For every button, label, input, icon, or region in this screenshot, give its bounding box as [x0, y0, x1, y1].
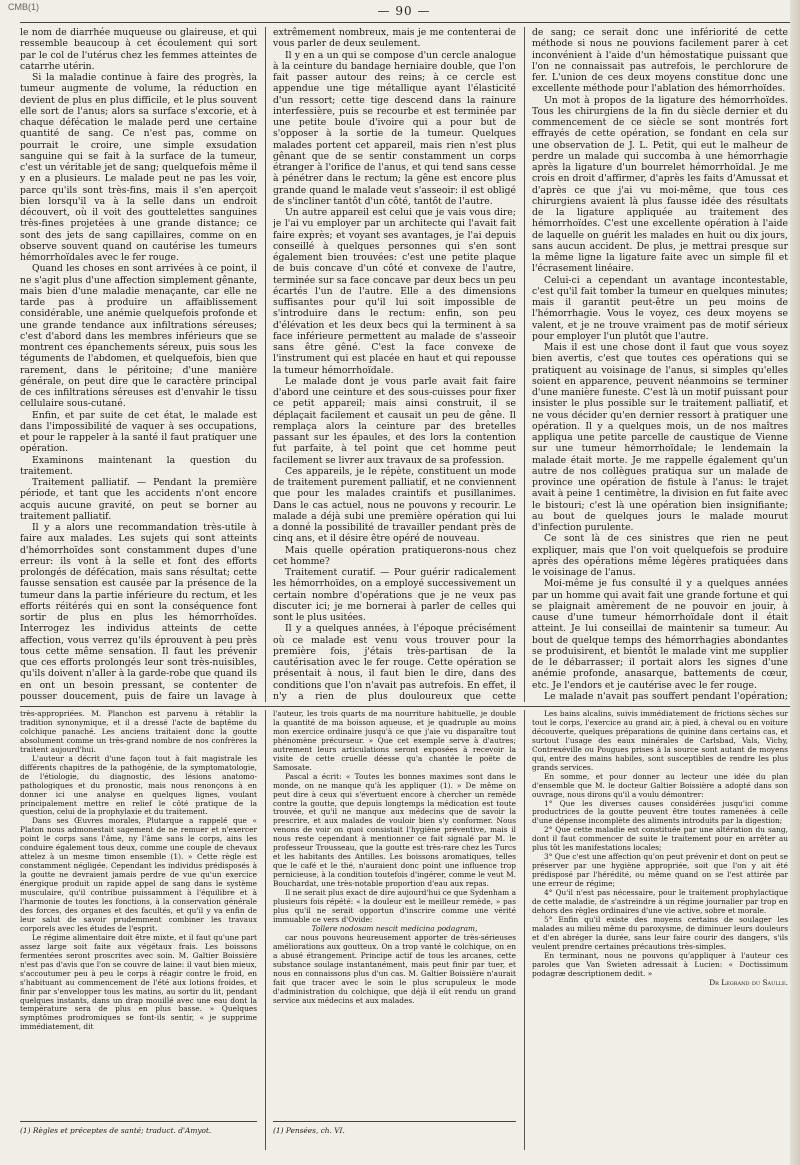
paragraph: L'auteur a décrit d'une façon tout à fait magistrale les différents chapitres de la pathogénie, de la symptomatologie, de l'étiologie, du diagnostic, des lésions anatomo-pathologiques et du pronostic, mais nous renonçons à en donner ici une analyse en quelques lignes, voulant principalement mettre en relief le côté pratique de la question, celui de la prophylaxie et du traitement. [20, 753, 257, 817]
paragraph: Le régime alimentaire doit être mixte, et il faut qu'une part assez large soit faite aux végétaux frais. Les boissons fermentées seront proscrites avec soin. M. Galtier Boissière n'est pas d'avis que l'on se couvre de laine: il vaut bien mieux, s'accoutumer peu à peu le corps à réagir contre le froid, en s'habituant au commencement de l'été aux lotions froides, et finir par s'envelopper tous les matins, au sortir du lit, pendant quelques instants, dans un drap mouillé avec une eau dont la température sera de plus en plus basse. » Quelques symptômes prodromiques se font-ils sentir, « je supprime immédiatement, dit [20, 932, 257, 1032]
paragraph: Il y en a un qui se compose d'un cercle analogue à la ceinture du bandage herniaire double, que l'on fait passer autour des reins; à ce cercle est appendue une tige métallique ayant l'élasticité d'un ressort; cette tige descend dans la rainure interfessière, puis se recourbe et est terminée par une petite boule d'ivoire qui a pour but de s'opposer à la sortie de la tumeur. Quelques malades portent cet appareil, mais rien n'est plus gênant que de se sentir constamment un corps étranger à l'orifice de l'anus, et qui tend sans cesse à pénétrer dans le rectum; la gêne est encore plus grande quand le malade veut s'asseoir: il est obligé de s'incliner tantôt d'un côté, tantôt de l'autre. [273, 49, 516, 207]
paragraph: Traitement curatif. — Pour guérir radicalement les hémorrhoïdes, on a employé successivement un certain nombre d'opérations que je ne veux pas discuter ici; je me bornerai à parler de celles qui sont le plus usitées. [273, 567, 516, 623]
footnote-left: (1) Règles et préceptes de santé; traduct. d'Amyot. [20, 1126, 212, 1135]
paragraph: 2° Que cette maladie est constituée par une altération du sang, dont il faut commencer de suite le traitement pour en arrêter au plus tôt les manifestations locales; [532, 825, 788, 853]
paragraph: Dans ses Œuvres morales, Plutarque a rappelé que « Platon nous admonestait sagement de ne remuer et n'exercer point le corps sans l'âme, ny l'âme sans le corps, ains les conduire également tous deux, comme une couple de chevaux attelez à un mesme timon ensemble (1). » Cette règle est constamment négligée. Cependant les individus prédisposés à la goutte ne devraient jamais perdre de vue qu'un exercice énergique produit un rapide appel de sang dans le système musculaire, qu'il contribue puissamment à l'équilibre et à l'harmonie de toutes les fonctions, à la conservation générale des forces, des organes et des facultés, et qu'il y va enfin de leur salut de savoir prudemment combiner les travaux corporels avec les études de l'esprit. [20, 816, 257, 933]
paragraph: extrêmement nombreux, mais je me contenterai de vous parler de deux seulement. [273, 27, 516, 50]
header-rule [20, 22, 790, 23]
column-divider [265, 27, 266, 702]
paragraph: Il ne serait plus exact de dire aujourd'hui ce que Sydenham a plusieurs fois répété: « la douleur est le meilleur remède, » pas plus qu'il ne serait opportun d'inscrire comme une vérité immuable ce vers d'Ovide: [273, 888, 516, 924]
paragraph: 1° Que les diverses causes considérées jusqu'ici comme productrices de la goutte peuvent être toutes ramenées à celle d'une dépense incomplète des aliments introduits par la digestion; [532, 798, 788, 826]
upper-column-3 [532, 27, 788, 702]
paragraph: Tollere nodosam nescit medicina podagram, [311, 923, 478, 933]
paragraph: Celui-ci a cependant un avantage incontestable, c'est qu'il fait tomber la tumeur en quelques minutes; mais il garantit peut-être un peu moins de l'hémorrhagie. Vous le voyez, ces deux moyens se valent, et je ne trouve vraiment pas de motif sérieux pour employer l'un plutôt que l'autre. [532, 274, 788, 342]
paragraph: Pascal a écrit: « Toutes les bonnes maximes sont dans le monde, on ne manque qu'à les appliquer (1). » De même on peut dire à ceux qui s'évertuent encore à chercher un remède contre la goutte, que depuis longtemps la médication est toute trouvée, et qu'il ne manque aux médecins que de savoir la prescrire, et aux malades de vouloir bien s'y conformer. Nous venons de voir on quoi consistait l'hygiène préventive, mais il nous reste cependant à mentionner ce fait signalé par M. le professeur Trousseau, que la goutte est très-rare chez les Turcs et les habitants des Antilles. Les boissons aromatiques, telles que le café et le thé, n'auraient donc point une influence trop pernicieuse, à la condition toutefois d'ingérer, comme le veut M. Bouchardat, une très-notable proportion d'eau aux repas. [273, 771, 516, 889]
paragraph: Il y a quelques années, à l'époque précisément où ce malade est venu vous trouver pour la première fois, j'étais très-partisan de la cautérisation avec le fer rouge. Cette opération se présentait à nous, il faut bien le dire, dans des conditions que l'on n'avait pas autrefois. En effet, il n'y a rien de plus douloureux que cette [273, 623, 516, 702]
paragraph: Le malade dont je vous parle avait fait faire d'abord une ceinture et des sous-cuisses pour fixer ce petit appareil; mais ainsi construit, il se déplaçait facilement et causait un peu de gêne. Il remplaça alors la ceinture par des bretelles passant sur les épaules, et des lors la contention fut parfaite, à tel point que cet homme peut facilement se livrer aux travaux de sa profession. [273, 375, 516, 466]
archive-stamp: CMB(1) [8, 2, 39, 12]
paragraph: Un autre appareil est celui que je vais vous dire; je l'ai vu employer par un architecte qui l'avait fait faire exprès; et voyant ses avantages, je l'ai depuis conseillé à quelques personnes qui s'en sont également bien trouvées: c'est une petite plaque de buis concave d'un côté et convexe de l'autre, terminée sur sa face concave par deux becs un peu écartés l'un de l'autre. Elle a des dimensions suffisantes pour qu'il lui soit impossible de s'introduire dans le rectum: enfin, son peu d'élévation et les deux becs qui la terminent à sa face inférieure permettent au malade de s'asseoir sans être gêné. C'est la face convexe de l'instrument qui est placée en haut et qui repousse la tumeur hémorrhoïdale. [273, 207, 516, 376]
paragraph: Si la maladie continue à faire des progrès, la tumeur augmente de volume, la réduction en devient de plus en plus difficile, et le plus souvent elle sort de l'anus; alors sa surface s'excorie, et à chaque défécation le malade perd une certaine quantité de sang. Ce n'est pas, comme on pourrait le croire, une simple exsudation sanguine qui se fait à la surface de la tumeur, c'est un véritable jet de sang; quelquefois même il y en a plusieurs. Le malade peut ne pas les voir, parce qu'ils sont très-fins, mais il s'en aperçoit bien lorsqu'il va à la selle dans un endroit découvert, où il voit des gouttelettes sanguines très-fines projetées à une grande distance; ce sont des jets de sang capillaires, comme on en observe souvent quand on cautérise les tumeurs hémorrhoïdales avec le fer rouge. [20, 72, 257, 263]
paragraph: Mais il est une chose dont il faut que vous soyez bien avertis, c'est que toutes ces opérations qui se pratiquent au voisinage de l'anus, si simples qu'elles soient en apparence, peuvent néanmoins se terminer d'une manière funeste. C'est là un motif puissant pour insister le plus possible sur le traitement palliatif, et ne vous décider qu'en dernier ressort à pratiquer une opération. Il y a quelques mois, un de nos maîtres appliqua une petite parcelle de caustique de Vienne sur une tumeur hémorrhoïdale; le lendemain la malade était morte. Je me rappelle également qu'un autre de nos collègues pratiqua sur un malade de province une opération de fistule à l'anus: le trajet avait à peine 1 centimètre, la division en fut faite avec le bistouri; c'est là une opération bien insignifiante; au bout de quelques jours le malade mourut d'infection purulente. [532, 342, 788, 533]
column-divider [524, 710, 525, 1150]
paragraph: Le malade n'avait pas souffert pendant l'opération; [544, 690, 788, 702]
paragraph: Quand les choses en sont arrivées à ce point, il ne s'agit plus d'une affection simplement gênante, mais bien d'une maladie menaçante, car elle ne tarde pas à produire un affaiblissement considérable, une anémie quelquefois profonde et une grande tendance aux infiltrations séreuses; c'est d'abord dans les membres inférieurs que se montrent ces épanchements séreux, puis sous les téguments de l'abdomen, et quelquefois, bien que rarement, dans le péritoine; d'une manière générale, on peut dire que le caractère principal de ces infiltrations séreuses est d'envahir le tissu cellulaire sous-cutané. [20, 263, 257, 410]
paragraph: En terminant, nous ne pouvons qu'appliquer à l'auteur ces paroles que Van Swieten adressait à Lucien: « Doctissimum podagræ descriptionem dedit. » [532, 950, 788, 978]
paragraph: Mais quelle opération pratiquerons-nous chez cet homme? [273, 544, 516, 567]
paragraph: 3° Que c'est une affection qu'on peut prévenir et dont on peut se préserver par une hygiène appropriée, soit que l'on y ait été prédisposé par l'hérédité, ou même quand on se l'est attirée par une erreur de régime; [532, 852, 788, 889]
paragraph: Les bains alcalins, suivis immédiatement de frictions sèches sur tout le corps, l'exercice au grand air, à pied, à cheval ou en voiture découverte, quelques préparations de quinine dans certains cas, et surtout l'usage des eaux minérales de Carlsbad, Vals, Vichy, Contrexéville ou Pougues prises à la source sont autant de moyens qui, entre des mains habiles, sont susceptibles de rendre les plus grands services. [532, 710, 788, 772]
footnote-middle: (1) Pensées, ch. VI. [273, 1126, 345, 1135]
paragraph: le nom de diarrhée muqueuse ou glaireuse, et qui ressemble beaucoup à cet écoulement qui sort par le col de l'utérus chez les femmes atteintes de catarrhe utérin. [20, 27, 257, 72]
footnote-rule [20, 1121, 257, 1122]
lower-column-3 [532, 710, 788, 1150]
lower-column-1 [20, 710, 257, 1114]
paragraph: Enfin, et par suite de cet état, le malade est dans l'impossibilité de vaquer à ses occupations, et pour le rappeler à la santé il faut pratiquer une opération. [20, 409, 257, 455]
column-divider [265, 710, 266, 1150]
paragraph: 4° Qu'il n'est pas nécessaire, pour le traitement prophylactique de cette maladie, de s'astreindre à un régime journalier par trop en dehors des règles ordinaires d'une vie active, sobre et morale. [532, 888, 788, 915]
paragraph: de sang; ce serait donc une infériorité de cette méthode si nous ne pouvions facilement parer à cet inconvénient à l'aide d'un hémostatique puissant que l'on ne connaissait pas autrefois, le perchlorure de fer. L'union de ces deux moyens constitue donc une excellente méthode pour l'ablation des hémorrhoïdes. [532, 27, 788, 95]
paragraph: Traitement palliatif. — Pendant la première période, et tant que les accidents n'ont encore acquis aucune gravité, on peut se borner au traitement palliatif. [20, 477, 257, 522]
paragraph: En somme, et pour donner au lecteur une idée du plan d'ensemble que M. le docteur Galtier Boissière a adopté dans son ouvrage, nous dirons qu'il a voulu démontrer: [532, 771, 788, 799]
paragraph: l'auteur, les trois quarts de ma nourriture habituelle, je double la quantité de ma boisson aqueuse, et je quadruple au moins mon exercice ordinaire jusqu'à ce que j'aie vu disparaître tout phénomène précurseur. » Que cet exemple serve à d'autres; autrement leurs articulations seront exposées à recevoir la visite de cette cruelle déesse qu'a chantée le poëte de Samosate. [273, 710, 516, 772]
footnote-rule [273, 1121, 516, 1122]
column-divider [524, 27, 525, 702]
paragraph: Examinons maintenant la question du traitement. [20, 454, 257, 477]
upper-column-1 [20, 27, 257, 702]
upper-column-2 [273, 27, 516, 702]
author-signature: Dr Legrand du Saulle. [709, 977, 788, 987]
paragraph: car nous pouvons heureusement apporter de très-sérieuses améliorations aux goutteux. On a trop vanté le colchique, on en a abusé étrangement. Principe actif de tous les arcanes, cette substance soulage instantanément, mais peut finir par tuer, et nous en connaissons plus d'un cas. M. Galtier Boissière n'aurait fait que tracer avec le soin le plus scrupuleux le mode d'administration du colchique, que déjà il eût rendu un grand service aux médecins et aux malades. [273, 932, 516, 1005]
paragraph: 5° Enfin qu'il existe des moyens certains de soulager les malades au milieu même du paroxysme, de diminuer leurs douleurs et d'en abréger la durée, sans leur faire courir des dangers, s'ils veulent prendre certaines précautions très-simples. [532, 914, 788, 951]
paragraph: Ces appareils, je le répète, constituent un mode de traitement purement palliatif, et ne conviennent que pour les malades craintifs et pusillanimes. Dans le cas actuel, nous ne pouvons y recourir. Le malade a déjà subi une première opération qui lui a donné la possibilité de travailler pendant près de cinq ans, et il désire être opéré de nouveau. [273, 465, 516, 545]
lower-column-2 [273, 710, 516, 1114]
paragraph: très-appropriées. M. Planchon est parvenu à rétablir la tradition synonymique, et il a dressé l'acte de baptême du colchique panaché. Les anciens traitaient donc la goutte absolument comme un très-grand nombre de nos confrères la traitent aujourd'hui. [20, 710, 257, 754]
paragraph: Moi-même je fus consulté il y a quelques années par un homme qui avait fait une grande fortune et qui se plaignait amèrement de ne pouvoir en jouir, à cause d'une tumeur hémorrhoïdale dont il était atteint. Je lui conseillai de maintenir sa tumeur. Au bout de quelque temps des hémorrhagies abondantes se produisirent, et bientôt le malade vint me supplier de le débarrasser; il portait alors les signes d'une anémie profonde, anasarque, battements de cœur, etc. Je l'endors et je cautérise avec le fer rouge. [532, 578, 788, 691]
paragraph: Ce sont là de ces sinistres que rien ne peut expliquer, mais que l'on voit quelquefois se produire après des opérations même légères pratiquées dans le voisinage de l'anus. [532, 533, 788, 578]
section-rule [20, 706, 790, 707]
page-number: — 90 — [377, 4, 431, 18]
paragraph: Un mot à propos de la ligature des hémorrhoïdes. Tous les chirurgiens de la fin du siècle dernier et du commencement de ce siècle se sont montrés fort effrayés de cette opération, se fondant en cela sur une observation de J. L. Petit, qui eut le malheur de perdre un malade qui succomba à une hémorrhagie après la ligature d'un bourrelet hémorrhoïdal. Je me crois en droit d'affirmer, d'après les faits d'Amussat et d'après ce que j'ai vu moi-même, que tous ces chirurgiens avaient là plus fausse idée des résultats de la ligature appliquée au traitement des hémorrhoïdes. C'est une excellente opération à l'aide de laquelle on guérit les malades en huit ou dix jours, sans aucun accident. De plus, je mettrai presque sur la même ligne la ligature faite avec un simple fil et l'écrasement linéaire. [532, 94, 788, 275]
paragraph: Il y a alors une recommandation très-utile à faire aux malades. Les sujets qui sont atteints d'hémorrhoïdes sont constamment dupes d'une erreur: ils vont à la selle et font des efforts prolongés de défécation, mais sans résultat; cette fausse sensation est causée par la présence de la tumeur dans la partie inférieure du rectum, et les efforts réitérés qui en sont la conséquence font sortir de plus en plus les hémorrhoïdes. Interrogez les individus atteints de cette affection, vous verrez qu'ils éprouvent à peu près tous cette même sensation. Il faut les prévenir que ces efforts prolongés leur sont très-nuisibles, qu'ils doivent n'aller à la garde-robe que quand ils en ont un besoin pressant, se contenter de pousser doucement, puis de faire un lavage à [20, 522, 257, 702]
page-edge [790, 0, 800, 1165]
